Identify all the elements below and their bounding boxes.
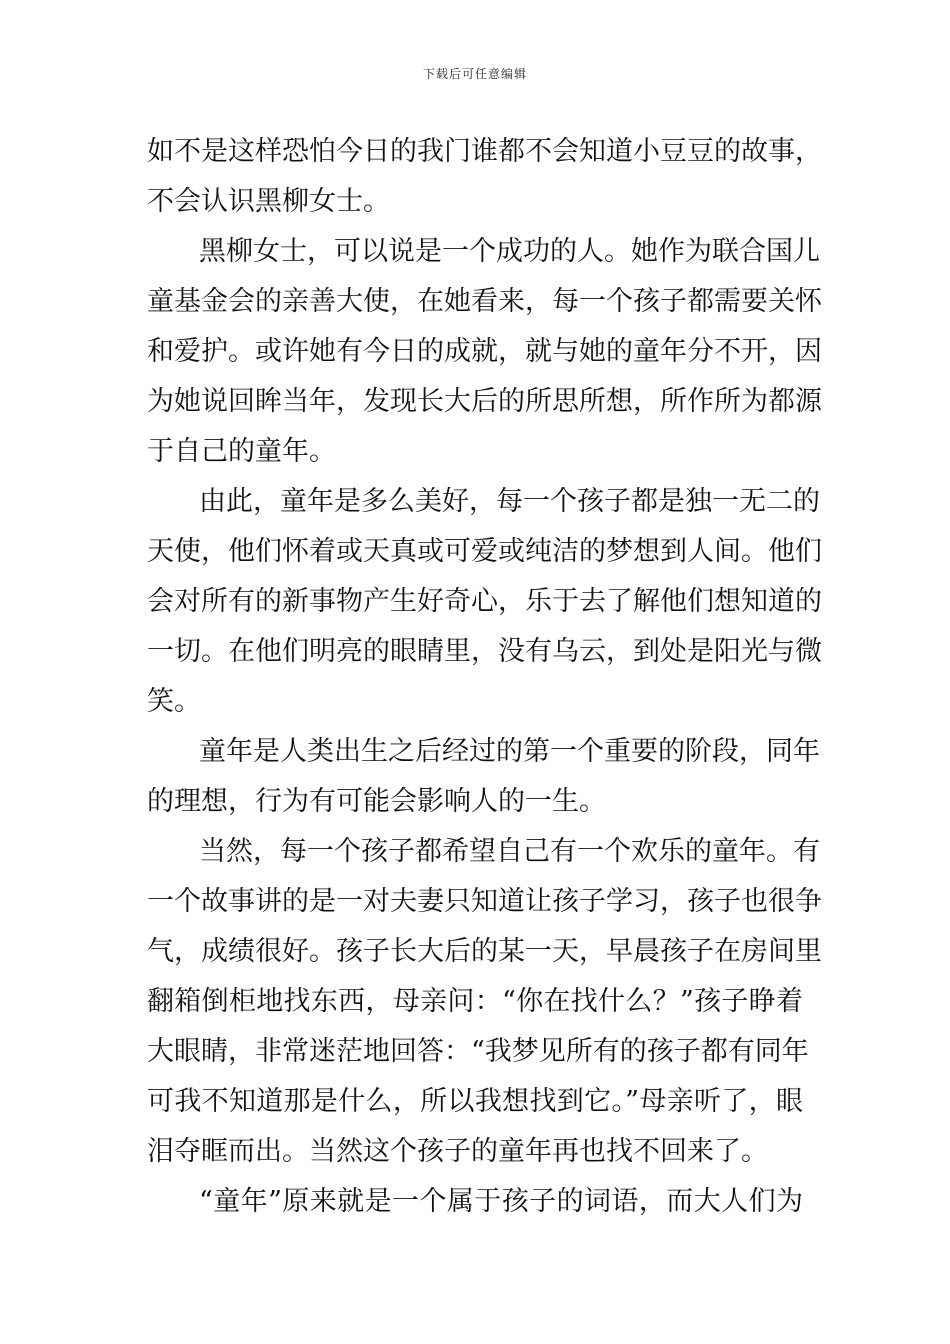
text-line: 的理想，行为有可能会影响人的一生。 bbox=[147, 786, 606, 817]
text-line: 泪夺眶而出。当然这个孩子的童年再也找不回来了。 bbox=[147, 1136, 768, 1167]
text-line: 一个故事讲的是一对夫妻只知道让孩子学习，孩子也很争 bbox=[147, 886, 822, 917]
text-line: 为她说回眸当年，发现长大后的所思所想，所作所为都源 bbox=[147, 386, 822, 417]
paragraph-1 bbox=[147, 127, 822, 227]
document-body bbox=[147, 127, 822, 1227]
text-line: “童年”原来就是一个属于孩子的词语，而大人们为 bbox=[199, 1186, 803, 1217]
text-line: 笑。 bbox=[147, 686, 201, 717]
text-line: 天使，他们怀着或天真或可爱或纯洁的梦想到人间。他们 bbox=[147, 536, 822, 567]
text-line: 翻箱倒柜地找东西，母亲问：“你在找什么？”孩子睁着 bbox=[147, 986, 803, 1017]
text-line: 由此，童年是多么美好，每一个孩子都是独一无二的 bbox=[199, 486, 820, 517]
text-line: 黑柳女士，可以说是一个成功的人。她作为联合国儿 bbox=[199, 236, 820, 267]
text-line: 大眼睛，非常迷茫地回答：“我梦见所有的孩子都有同年 bbox=[147, 1036, 809, 1067]
paragraph-5 bbox=[147, 827, 822, 1177]
text-line: 气，成绩很好。孩子长大后的某一天，早晨孩子在房间里 bbox=[147, 936, 822, 967]
paragraph-3 bbox=[147, 477, 822, 727]
text-line: 不会认识黑柳女士。 bbox=[147, 186, 390, 217]
text-line: 于自己的童年。 bbox=[147, 436, 336, 467]
text-line: 当然，每一个孩子都希望自己有一个欢乐的童年。有 bbox=[199, 836, 820, 867]
text-line: 童年是人类出生之后经过的第一个重要的阶段，同年 bbox=[199, 736, 820, 767]
paragraph-6 bbox=[147, 1177, 803, 1227]
paragraph-4 bbox=[147, 727, 820, 827]
text-line: 会对所有的新事物产生好奇心，乐于去了解他们想知道的 bbox=[147, 586, 822, 617]
text-line: 可我不知道那是什么，所以我想找到它。”母亲听了，眼 bbox=[147, 1086, 803, 1117]
page-header: 下载后可任意编辑 bbox=[422, 67, 527, 81]
text-line: 如不是这样恐怕今日的我门谁都不会知道小豆豆的故事， bbox=[147, 136, 822, 167]
text-line: 童基金会的亲善大使，在她看来，每一个孩子都需要关怀 bbox=[147, 286, 822, 317]
text-line: 和爱护。或许她有今日的成就，就与她的童年分不开，因 bbox=[147, 336, 822, 367]
paragraph-2 bbox=[147, 227, 822, 477]
text-line: 一切。在他们明亮的眼睛里，没有乌云，到处是阳光与微 bbox=[147, 636, 822, 667]
